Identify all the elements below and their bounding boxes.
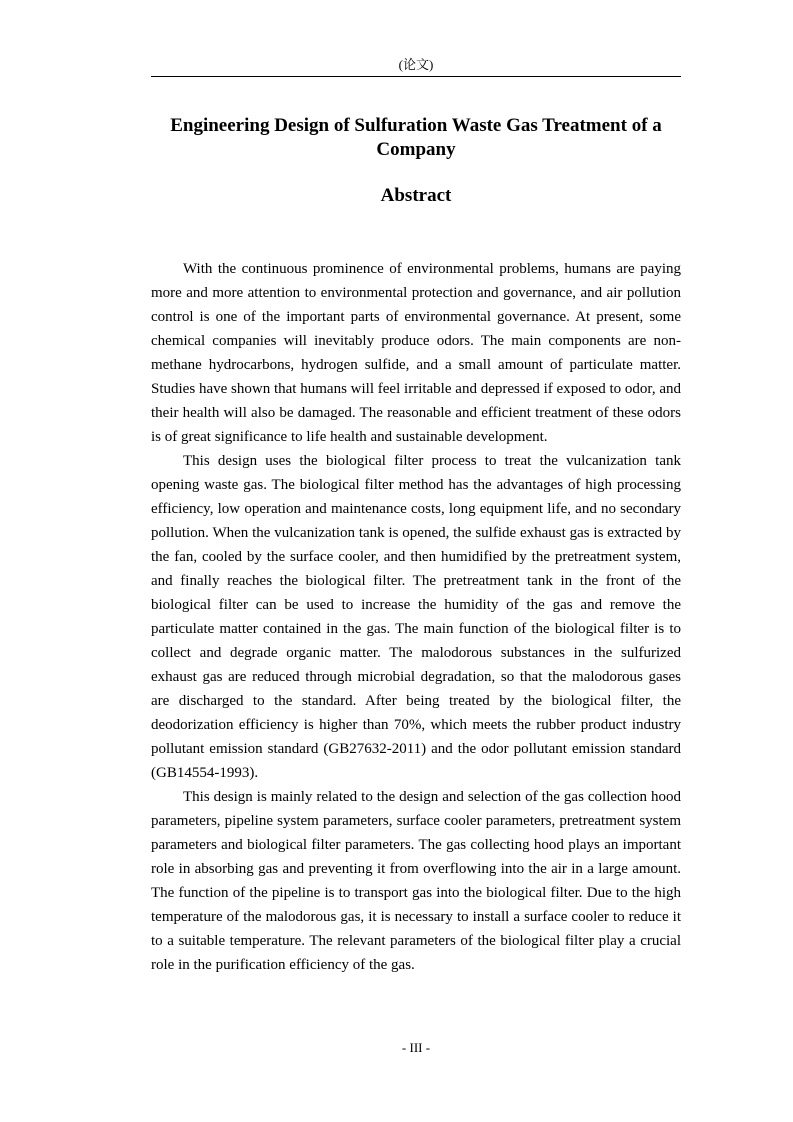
page-number: - III - bbox=[401, 1040, 431, 1055]
abstract-paragraph-1: With the continuous prominence of environmental problems, humans are paying more and more attention to environmental protection and governance, and air pollution control is one of the important parts of environmental governance. At present, some chemical companies will inevitably produce odors. The main components are non-methane hydrocarbons, hydrogen sulfide, and a small amount of particulate matter. Studies have shown that humans will feel irritable and depressed if exposed to odor, and their health will also be damaged. The reasonable and efficient treatment of these odors is of great significance to life health and sustainable development. bbox=[151, 261, 681, 445]
abstract-paragraph-3: This design is mainly related to the design and selection of the gas collection hood parameters, pipeline system parameters, surface cooler parameters, pretreatment system parameters and biological filter parameters. The gas collecting hood plays an important role in absorbing gas and preventing it from overflowing into the air in a large amount. The function of the pipeline is to transport gas into the biological filter. Due to the high temperature of the malodorous gas, it is necessary to install a surface cooler to reduce it to a suitable temperature. The relevant parameters of the biological filter play a crucial role in the purification efficiency of the gas. bbox=[151, 789, 681, 973]
abstract-paragraph-2: This design uses the biological filter process to treat the vulcanization tank opening waste gas. The biological filter method has the advantages of high processing efficiency, low operation and maintenance costs, long equipment life, and no secondary pollution. When the vulcanization tank is opened, the sulfide exhaust gas is extracted by the fan, cooled by the surface cooler, and then humidified by the pretreatment system, and finally reaches the biological filter. The pretreatment tank in the front of the biological filter can be used to increase the humidity of the gas and remove the particulate matter contained in the gas. The main function of the biological filter is to collect and degrade organic matter. The malodorous substances in the sulfurized exhaust gas are reduced through microbial degradation, so that the malodorous gases are discharged to the standard. After being treated by the biological filter, the deodorization efficiency is higher than 70%, which meets the rubber product industry pollutant emission standard (GB27632-2011) and the odor pollutant emission standard (GB14554-1993). bbox=[151, 453, 681, 781]
abstract-body bbox=[151, 257, 681, 977]
running-header: (论文) bbox=[398, 57, 434, 72]
abstract-heading: Abstract bbox=[380, 185, 452, 206]
paper-title: Engineering Design of Sulfuration Waste Gas Treatment of a Company bbox=[170, 115, 662, 160]
header-divider bbox=[151, 76, 681, 77]
